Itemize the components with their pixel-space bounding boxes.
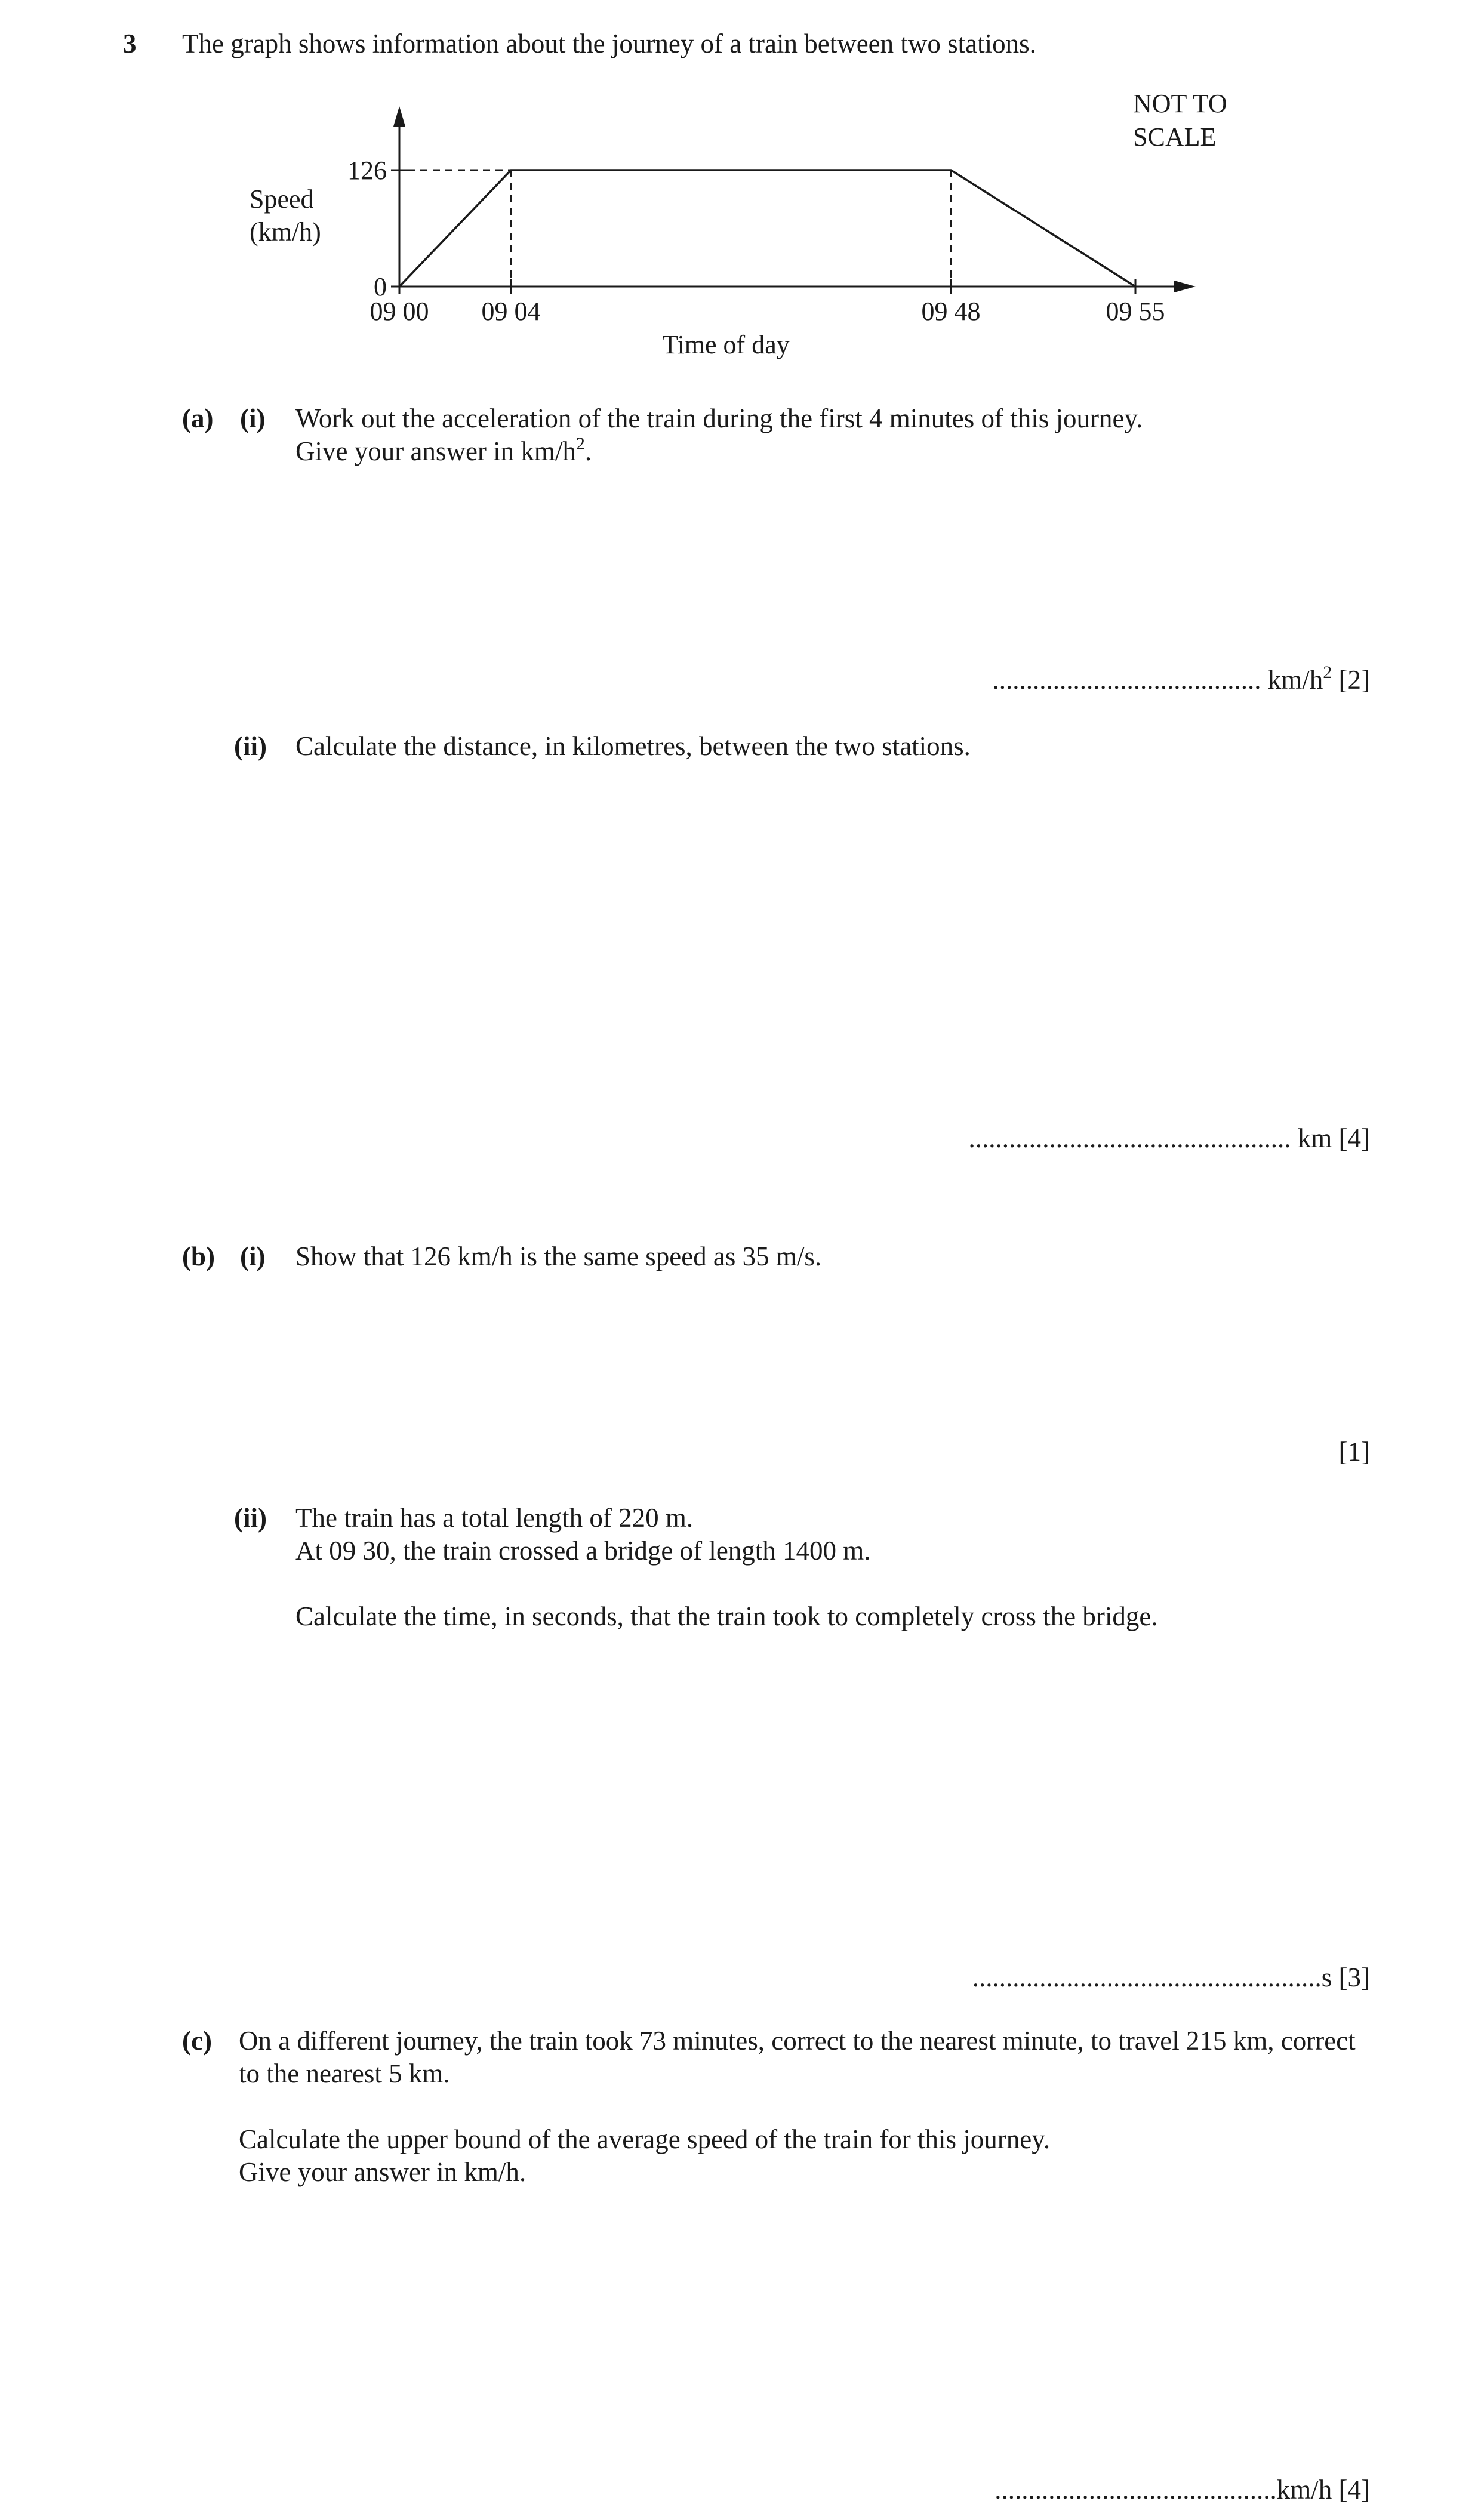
x-tick-label: 09 00 xyxy=(370,297,429,326)
x-axis-label: Time of day xyxy=(662,330,790,359)
part-c-line2: to the nearest 5 km. xyxy=(239,2059,450,2088)
part-b-ii-line3: Calculate the time, in seconds, that the train took to completely cross the bridge. xyxy=(295,1601,1158,1631)
answer-dots: ........................................ xyxy=(992,665,1261,695)
part-b-ii-label: (ii) xyxy=(234,1503,267,1533)
part-c-answer-line[interactable]: ..........................................km/h [4] xyxy=(994,2475,1370,2504)
part-a-i-line1: Work out the acceleration of the train during the first 4 minutes of this journey. xyxy=(295,403,1143,433)
part-b-i-text: Show that 126 km/h is the same speed as 35 m/s. xyxy=(295,1241,822,1271)
y-tick-label: 126 xyxy=(347,156,387,185)
part-c-label: (c) xyxy=(182,2026,212,2056)
part-c-line1: On a different journey, the train took 73 minutes, correct to the nearest minute, to travel 215 km, correct xyxy=(239,2026,1356,2056)
part-b-ii-line1: The train has a total length of 220 m. xyxy=(295,1503,694,1533)
y-axis-label-line1: Speed xyxy=(250,184,314,214)
part-a-ii-answer-line[interactable]: ................................................ km [4] xyxy=(968,1123,1370,1153)
part-b-ii-line2: At 09 30, the train crossed a bridge of length 1400 m. xyxy=(295,1536,871,1566)
part-c-line3: Calculate the upper bound of the average speed of the train for this journey. xyxy=(239,2124,1051,2154)
part-b-ii-answer-line[interactable]: ....................................................s [3] xyxy=(972,1963,1370,1992)
part-b-i-label: (i) xyxy=(240,1241,266,1271)
marks: [4] xyxy=(1338,2475,1370,2504)
scale-note-line2: SCALE xyxy=(1133,122,1217,152)
question-number: 3 xyxy=(123,29,137,58)
speed-time-graph xyxy=(0,0,1481,382)
part-a-i-answer-line[interactable]: ........................................ $km/h^2$ [2] xyxy=(992,663,1370,695)
answer-dots: .......................................... xyxy=(994,2475,1277,2504)
part-a-i-label: (i) xyxy=(240,403,266,433)
speed-line xyxy=(399,170,1135,286)
marks: [3] xyxy=(1338,1963,1370,1992)
answer-dots: ................................................ xyxy=(968,1123,1291,1153)
marks: [2] xyxy=(1338,665,1370,695)
part-b-i-marks: [1] xyxy=(1338,1437,1370,1467)
part-a-ii-text: Calculate the distance, in kilometres, between the two stations. xyxy=(295,731,971,761)
part-c-line4: Give your answer in km/h. xyxy=(239,2157,526,2187)
y-axis-arrowhead xyxy=(393,106,405,127)
y-tick-label: 0 xyxy=(374,272,387,301)
x-tick-label: 09 48 xyxy=(921,297,981,326)
part-a-label: (a) xyxy=(182,403,214,433)
question-intro: The graph shows information about the journey of a train between two stations. xyxy=(182,29,1036,58)
graph-axes xyxy=(399,113,1179,286)
y-axis-label-line2: (km/h) xyxy=(250,217,321,247)
part-b-label: (b) xyxy=(182,1241,215,1271)
part-a-i-line2: Give your answer in $km/h^2$. xyxy=(295,434,592,466)
x-axis-arrowhead xyxy=(1174,281,1196,292)
answer-dots: .................................................... xyxy=(972,1963,1322,1992)
scale-note-line1: NOT TO xyxy=(1133,89,1227,118)
part-a-ii-label: (ii) xyxy=(234,731,267,761)
x-tick-label: 09 04 xyxy=(481,297,541,326)
x-tick-label: 09 55 xyxy=(1106,297,1165,326)
marks: [4] xyxy=(1338,1123,1370,1153)
